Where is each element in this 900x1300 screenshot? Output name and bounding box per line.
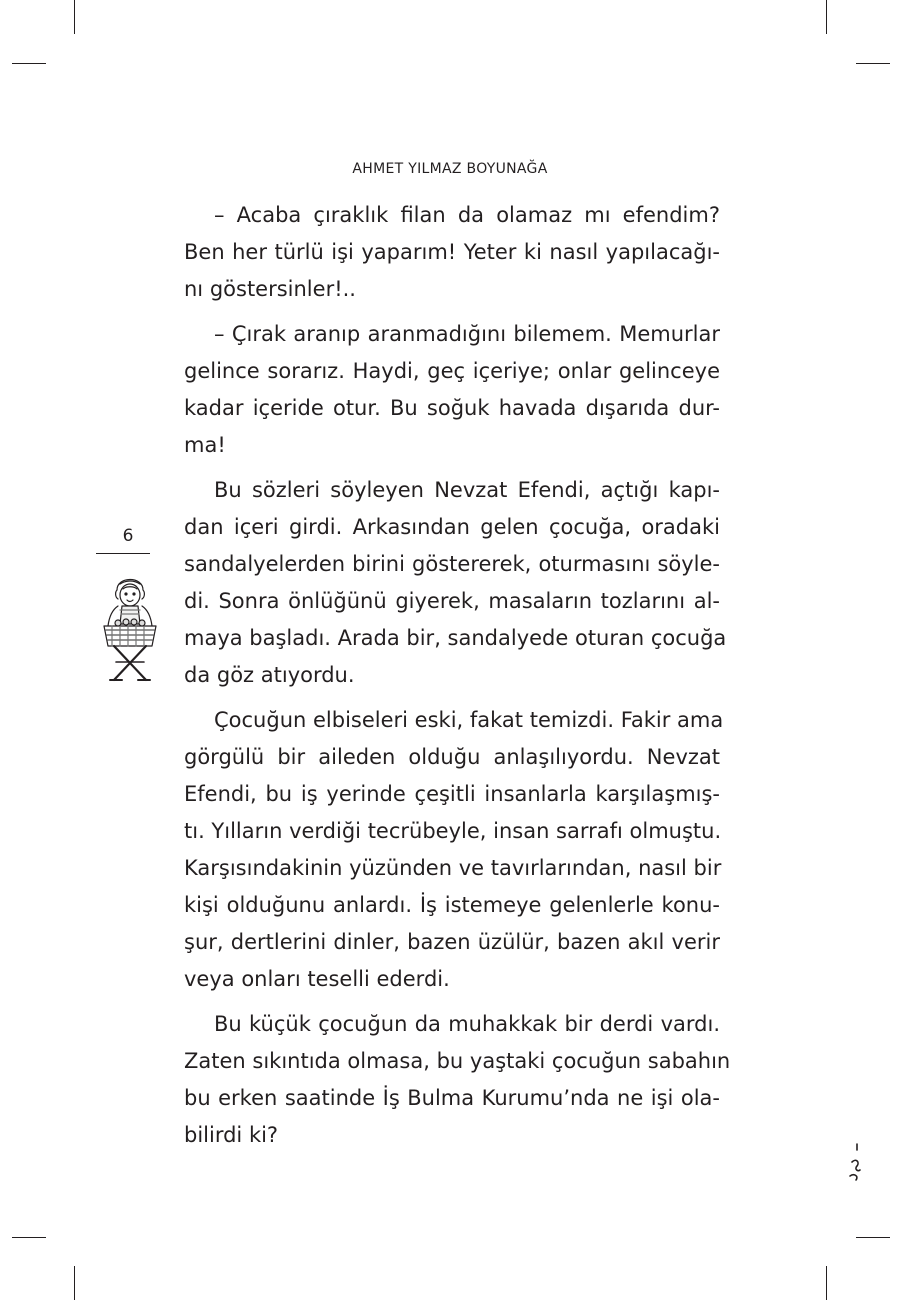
crop-mark-right-bottom [856, 1237, 890, 1238]
running-header: AHMET YILMAZ BOYUNAĞA [352, 161, 548, 177]
text-line: Bu küçük çocuğun da muhakkak bir derdi vardı. [214, 1012, 720, 1036]
text-line: Çocuğun elbiseleri eski, fakat temizdi. Fakir ama [214, 708, 724, 732]
text-line: di. Sonra önlüğünü giyerek, masaların tozlarını al- [184, 589, 720, 613]
body-text [184, 197, 731, 1162]
crop-mark-bottom-right [826, 1266, 827, 1300]
crop-mark-top-right [826, 0, 827, 34]
text-line: – Acaba çıraklık filan da olamaz mı efendim? [214, 203, 720, 227]
text-line: da göz atıyordu. [184, 663, 355, 687]
text-line: tı. Yılların verdiği tecrübeyle, insan sarrafı olmuştu. [184, 819, 722, 843]
text-line: – Çırak aranıp aranmadığını bilemem. Memurlar [214, 322, 720, 346]
text-line: gelince sorarız. Haydi, geç içeriye; onlar gelinceye [184, 359, 720, 383]
crop-mark-bottom-left [74, 1266, 75, 1300]
text-line: dan içeri girdi. Arkasından gelen çocuğa, oradaki [184, 515, 720, 539]
text-line: görgülü bir aileden olduğu anlaşılıyordu. Nevzat [184, 745, 720, 769]
paragraph [184, 316, 720, 464]
crop-mark-left-bottom [12, 1237, 46, 1238]
paragraph [184, 472, 727, 694]
text-line: bilirdi ki? [184, 1123, 279, 1147]
text-line: Ben her türlü işi yaparım! Yeter ki nasıl yapılacağı- [184, 240, 720, 264]
page-number-rule [96, 553, 150, 554]
crop-mark-left-top [12, 63, 46, 64]
crop-mark-right-top [856, 63, 890, 64]
paragraph [184, 702, 724, 998]
text-line: Efendi, bu iş yerinde çeşitli insanlarla karşılaşmış- [184, 782, 720, 806]
text-line: kadar içeride otur. Bu soğuk havada dışarıda dur- [184, 396, 720, 420]
paragraph [184, 1006, 731, 1154]
text-line: veya onları teselli ederdi. [184, 967, 450, 991]
text-line: ma! [184, 433, 226, 457]
text-line: Bu sözleri söyleyen Nevzat Efendi, açtığı kapı- [214, 478, 720, 502]
crop-mark-top-left [74, 0, 75, 34]
text-line: Zaten sıkıntıda olmasa, bu yaştaki çocuğun sabahın [184, 1049, 731, 1073]
edge-ornament-icon [840, 1140, 862, 1182]
text-line: Karşısındakinin yüzünden ve tavırlarından, nasıl bir [184, 856, 722, 880]
text-line: bu erken saatinde İş Bulma Kurumu’nda ne işi ola- [184, 1086, 720, 1110]
child-with-basket-illustration [100, 570, 160, 686]
text-line: şur, dertlerini dinler, bazen üzülür, bazen akıl verir [184, 930, 720, 954]
text-line: kişi olduğunu anlardı. İş istemeye gelenlerle konu- [184, 893, 720, 917]
text-line: nı göstersinler!.. [184, 277, 356, 301]
paragraph [184, 197, 720, 308]
text-line: sandalyelerden birini göstererek, oturmasını söyle- [184, 552, 720, 576]
page-number: 6 [122, 526, 134, 546]
text-line: maya başladı. Arada bir, sandalyede oturan çocuğa [184, 626, 727, 650]
